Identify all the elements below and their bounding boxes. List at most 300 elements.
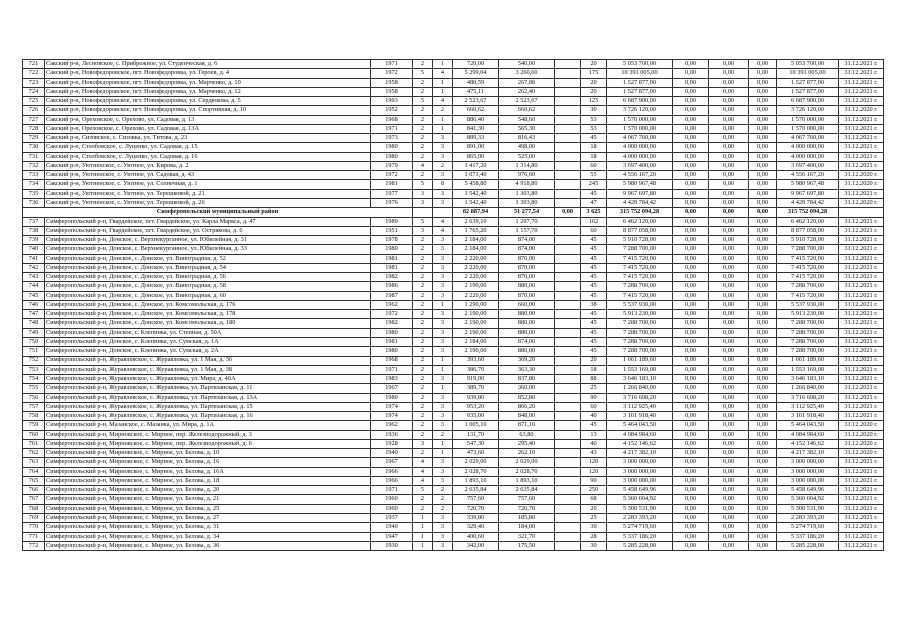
funds-1-cell: 0,00 <box>673 115 709 124</box>
table-row <box>23 291 884 300</box>
entrances-cell: 3 <box>433 514 453 523</box>
living-area-cell: 870,00 <box>499 273 555 282</box>
row-number-cell: 769 <box>23 514 45 523</box>
table-row <box>23 124 884 133</box>
year-built-cell: 1937 <box>371 514 413 523</box>
living-area-cell: 184,00 <box>499 523 555 532</box>
funds-2-cell: 0,00 <box>709 161 749 170</box>
total-area-cell: 939,80 <box>453 393 499 402</box>
nonliving-area-cell <box>555 449 581 458</box>
year-built-cell: 1966 <box>371 467 413 476</box>
row-number-cell: 748 <box>23 319 45 328</box>
total-cost-cell: 4 428 784,42 <box>777 198 839 207</box>
funds-3-cell: 0,00 <box>749 467 777 476</box>
floors-cell: 2 <box>413 310 433 319</box>
funds-2-cell: 0,00 <box>709 421 749 430</box>
living-area-cell: 720,70 <box>499 504 555 513</box>
address-cell: Симферопольский р-н, Донское, с. Донское, ул. Виноградная, д. 56 <box>45 273 371 282</box>
row-number-cell: 758 <box>23 412 45 421</box>
repair-cost-cell: 5 053 700,00 <box>607 60 673 69</box>
deadline-cell: 31.12.2020 г. <box>839 421 884 430</box>
address-cell: Сакский р-н, Уютненское, с. Уютное, ул. Терешковой, д. 21 <box>45 189 371 198</box>
funds-3-cell: 0,00 <box>749 291 777 300</box>
nonliving-area-cell <box>555 282 581 291</box>
year-built-cell: 1979 <box>371 161 413 170</box>
entrances-cell: 1 <box>433 60 453 69</box>
funds-1-cell: 0,00 <box>673 69 709 78</box>
table-row <box>23 87 884 96</box>
funds-3-cell: 0,00 <box>749 78 777 87</box>
total-area-cell: 891,00 <box>453 143 499 152</box>
total-cost-cell: 5 274 719,60 <box>777 523 839 532</box>
nonliving-area-cell <box>555 254 581 263</box>
living-area-cell: 870,00 <box>499 254 555 263</box>
repair-cost-cell: 9 967 697,80 <box>607 189 673 198</box>
total-cost-cell: 5 910 728,00 <box>777 236 839 245</box>
total-cost-cell: 3 000 000,00 <box>777 458 839 467</box>
year-built-cell: 1952 <box>371 106 413 115</box>
deadline-cell: 31.12.2021 г. <box>839 393 884 402</box>
funds-3-cell: 0,00 <box>749 486 777 495</box>
housing-register-table <box>22 59 884 551</box>
funds-1-cell: 0,00 <box>673 143 709 152</box>
funds-2-cell: 0,00 <box>709 347 749 356</box>
total-area-cell: 5 458,80 <box>453 180 499 189</box>
nonliving-area-cell <box>555 439 581 448</box>
deadline-cell: 31.12.2021 г. <box>839 143 884 152</box>
row-number-cell: 729 <box>23 134 45 143</box>
total-cost-cell: 3 000 000,00 <box>777 467 839 476</box>
floors-cell: 2 <box>413 421 433 430</box>
funds-1-cell: 0,00 <box>673 449 709 458</box>
address-cell: Симферопольский р-н, Донское, с. Донское, ул. Комсомольская, д. 178 <box>45 310 371 319</box>
nonliving-area-cell <box>555 134 581 143</box>
funds-1-cell: 0,00 <box>673 208 709 217</box>
row-number-cell: 771 <box>23 532 45 541</box>
repair-cost-cell: 1 661 189,60 <box>607 356 673 365</box>
funds-3-cell: 0,00 <box>749 161 777 170</box>
row-number-cell: 764 <box>23 467 45 476</box>
year-built-cell: 1976 <box>371 198 413 207</box>
nonliving-area-cell <box>555 532 581 541</box>
row-number-cell: 731 <box>23 152 45 161</box>
floors-cell: 2 <box>413 263 433 272</box>
total-area-cell: 1 542,40 <box>453 189 499 198</box>
total-cost-cell: 1 527 877,00 <box>777 78 839 87</box>
year-built-cell: 1967 <box>371 384 413 393</box>
address-cell: Симферопольский р-н, Мирновское, с. Мирное, ул. Белова, д. 10 <box>45 449 371 458</box>
total-cost-cell: 1 527 877,00 <box>777 87 839 96</box>
deadline-cell: 31.12.2021 г. <box>839 134 884 143</box>
entrances-cell: 3 <box>433 273 453 282</box>
funds-1-cell: 0,00 <box>673 263 709 272</box>
row-number-cell: 754 <box>23 375 45 384</box>
funds-1-cell: 0,00 <box>673 402 709 411</box>
total-area-cell: 1 542,40 <box>453 198 499 207</box>
floors-cell: 2 <box>413 365 433 374</box>
nonliving-area-cell <box>555 523 581 532</box>
residents-cell: 43 <box>581 449 607 458</box>
floors-cell: 4 <box>413 476 433 485</box>
row-number-cell: 772 <box>23 541 45 550</box>
entrances-cell: 3 <box>433 393 453 402</box>
floors-cell: 2 <box>413 236 433 245</box>
nonliving-area-cell <box>555 495 581 504</box>
funds-2-cell: 0,00 <box>709 69 749 78</box>
entrances-cell: 3 <box>433 310 453 319</box>
year-built-cell: 1980 <box>371 393 413 402</box>
floors-cell: 2 <box>413 60 433 69</box>
year-built-cell: 1980 <box>371 245 413 254</box>
residents-cell: 45 <box>581 189 607 198</box>
repair-cost-cell: 1 570 000,00 <box>607 124 673 133</box>
funds-3-cell: 0,00 <box>749 532 777 541</box>
entrances-cell: 3 <box>433 467 453 476</box>
nonliving-area-cell <box>555 328 581 337</box>
repair-cost-cell: 2 283 393,20 <box>607 514 673 523</box>
deadline-cell: 31.12.2021 г. <box>839 495 884 504</box>
table-row <box>23 393 884 402</box>
row-number-cell: 762 <box>23 449 45 458</box>
total-area-cell: 2 639,10 <box>453 217 499 226</box>
table-row <box>23 263 884 272</box>
funds-1-cell: 0,00 <box>673 365 709 374</box>
funds-2-cell: 0,00 <box>709 106 749 115</box>
repair-cost-cell: 5 980 967,48 <box>607 180 673 189</box>
funds-2-cell: 0,00 <box>709 541 749 550</box>
entrances-cell: 3 <box>433 328 453 337</box>
repair-cost-cell: 3 697 400,00 <box>607 161 673 170</box>
funds-2-cell: 0,00 <box>709 189 749 198</box>
address-cell: Симферопольский р-н, Мирновское, с. Мирное, ул. Белова, д. 36 <box>45 541 371 550</box>
funds-3-cell: 0,00 <box>749 171 777 180</box>
repair-cost-cell: 10 391 005,00 <box>607 69 673 78</box>
row-number-cell: 745 <box>23 291 45 300</box>
residents-cell: 45 <box>581 273 607 282</box>
row-number-cell: 733 <box>23 171 45 180</box>
residents-cell: 45 <box>581 254 607 263</box>
entrances-cell: 1 <box>433 115 453 124</box>
table-row <box>23 476 884 485</box>
total-area-cell: 720,00 <box>453 60 499 69</box>
living-area-cell: 874,00 <box>499 236 555 245</box>
total-area-cell: 2 184,00 <box>453 245 499 254</box>
nonliving-area-cell <box>555 476 581 485</box>
total-area-cell: 393,60 <box>453 356 499 365</box>
residents-cell: 40 <box>581 412 607 421</box>
table-row <box>23 115 884 124</box>
repair-cost-cell: 4 217 382,10 <box>607 449 673 458</box>
year-built-cell: 1973 <box>371 134 413 143</box>
floors-cell: 4 <box>413 161 433 170</box>
nonliving-area-cell <box>555 69 581 78</box>
total-cost-cell: 5 913 230,00 <box>777 310 839 319</box>
year-built-cell: 1928 <box>371 439 413 448</box>
address-cell: Симферопольский р-н, Мирновское, с. Мирное, ул. Белова, д. 20 <box>45 486 371 495</box>
row-number-cell: 768 <box>23 504 45 513</box>
address-cell: Симферопольский р-н, Журавлевское, с. Журавлевка, ул. Партизанская, д. 13А <box>45 393 371 402</box>
total-area-cell: 1 005,10 <box>453 421 499 430</box>
deadline-cell: 31.12.2021 г. <box>839 523 884 532</box>
address-cell: Симферопольский р-н, Мирновское, с. Мирное, ул. Белова, д. 18 <box>45 476 371 485</box>
row-number-cell: 735 <box>23 189 45 198</box>
funds-3-cell: 0,00 <box>749 263 777 272</box>
residents-cell: 175 <box>581 69 607 78</box>
living-area-cell: 871,10 <box>499 421 555 430</box>
funds-2-cell: 0,00 <box>709 226 749 235</box>
total-area-cell: 2 190,00 <box>453 328 499 337</box>
total-area-cell: 480,59 <box>453 78 499 87</box>
total-area-cell: 5 299,04 <box>453 69 499 78</box>
floors-cell: 2 <box>413 134 433 143</box>
year-built-cell: 1960 <box>371 504 413 513</box>
funds-1-cell: 0,00 <box>673 97 709 106</box>
deadline-cell: 31.12.2021 г. <box>839 97 884 106</box>
living-area-cell: 175,50 <box>499 541 555 550</box>
address-cell: Сакский р-н, Уютненское, с. Уютное, ул. Кирова, д. 2 <box>45 161 371 170</box>
total-cost-cell: 1 661 189,60 <box>777 356 839 365</box>
entrances-cell: 1 <box>433 300 453 309</box>
total-cost-cell: 5 458 649,96 <box>777 486 839 495</box>
table-row <box>23 328 884 337</box>
living-area-cell: 4 918,80 <box>499 180 555 189</box>
year-built-cell: 1962 <box>371 300 413 309</box>
entrances-cell: 1 <box>433 439 453 448</box>
residents-cell: 30 <box>581 523 607 532</box>
address-cell: Сакский р-н, Сизовское, с. Сизовка, ул. Титова, д. 23 <box>45 134 371 143</box>
nonliving-area-cell <box>555 245 581 254</box>
entrances-cell: 1 <box>433 87 453 96</box>
year-built-cell: 1982 <box>371 319 413 328</box>
living-area-cell: 848,00 <box>499 412 555 421</box>
nonliving-area-cell <box>555 467 581 476</box>
entrances-cell: 8 <box>433 180 453 189</box>
living-area-cell: 880,00 <box>499 328 555 337</box>
year-built-cell: 1962 <box>371 421 413 430</box>
funds-1-cell: 0,00 <box>673 236 709 245</box>
nonliving-area-cell <box>555 161 581 170</box>
living-area-cell: 852,80 <box>499 393 555 402</box>
address-cell: Сакский р-н, Лесновское, с. Прибрежное, ул. Студенческая, д. 6 <box>45 60 371 69</box>
funds-2-cell: 0,00 <box>709 319 749 328</box>
address-cell: Симферопольский р-н, Мирновское, с. Мирное, ул. Белова, д. 25 <box>45 504 371 513</box>
nonliving-area-cell <box>555 97 581 106</box>
table-row <box>23 495 884 504</box>
residents-cell: 45 <box>581 319 607 328</box>
row-number-cell: 760 <box>23 430 45 439</box>
row-number-cell: 721 <box>23 60 45 69</box>
table-row <box>23 532 884 541</box>
residents-cell: 20 <box>581 87 607 96</box>
residents-cell: 45 <box>581 337 607 346</box>
year-built-cell: 1968 <box>371 115 413 124</box>
address-cell: Симферопольский р-н, Мирновское, с. Мирное, ул. Белова, д. 27 <box>45 514 371 523</box>
address-cell: Симферопольский р-н, Донское, с. Донское, ул. Комсомольская, д. 180 <box>45 319 371 328</box>
total-cost-cell: 3 000 000,00 <box>777 476 839 485</box>
total-cost-cell: 7 288 700,00 <box>777 347 839 356</box>
address-cell: Симферопольский р-н, Донское, с. Клепинка, ул. Сумская, д. 2А <box>45 347 371 356</box>
address-cell: Симферопольский р-н, Гвардейское, пгт. Гвардейское, ул. Острякова, д. 6 <box>45 226 371 235</box>
table-row <box>23 439 884 448</box>
floors-cell: 2 <box>413 402 433 411</box>
nonliving-area-cell <box>555 365 581 374</box>
deadline-cell: 31.12.2021 г. <box>839 356 884 365</box>
floors-cell: 2 <box>413 291 433 300</box>
year-built-cell: 1980 <box>371 143 413 152</box>
funds-3-cell: 0,00 <box>749 319 777 328</box>
living-area-cell: 837,80 <box>499 375 555 384</box>
funds-3-cell: 0,00 <box>749 300 777 309</box>
address-cell: Сакский р-н, Столбовское, с. Луценко, ул. Садовая, д. 15 <box>45 143 371 152</box>
entrances-cell: 1 <box>433 124 453 133</box>
total-area-cell: 1 417,20 <box>453 161 499 170</box>
year-built-cell: 1981 <box>371 254 413 263</box>
funds-1-cell: 0,00 <box>673 310 709 319</box>
row-number-cell: 770 <box>23 523 45 532</box>
funds-3-cell: 0,00 <box>749 495 777 504</box>
nonliving-area-cell <box>555 115 581 124</box>
funds-3-cell: 0,00 <box>749 310 777 319</box>
funds-3-cell: 0,00 <box>749 523 777 532</box>
floors-cell: 3 <box>413 189 433 198</box>
floors-cell: 2 <box>413 347 433 356</box>
living-area-cell: 870,00 <box>499 263 555 272</box>
funds-1-cell: 0,00 <box>673 523 709 532</box>
residents-cell: 60 <box>581 161 607 170</box>
repair-cost-cell: 7 288 700,00 <box>607 282 673 291</box>
entrances-cell: 1 <box>433 365 453 374</box>
funds-1-cell: 0,00 <box>673 356 709 365</box>
row-number-cell: 741 <box>23 254 45 263</box>
repair-cost-cell: 3 000 000,00 <box>607 476 673 485</box>
funds-3-cell: 0,00 <box>749 458 777 467</box>
living-area-cell: 3 260,60 <box>499 69 555 78</box>
funds-2-cell: 0,00 <box>709 97 749 106</box>
repair-cost-cell: 5 464 043,50 <box>607 421 673 430</box>
funds-3-cell: 0,00 <box>749 421 777 430</box>
funds-1-cell: 0,00 <box>673 439 709 448</box>
living-area-cell: 565,30 <box>499 124 555 133</box>
total-area-cell: 2 028,70 <box>453 467 499 476</box>
row-number-cell: 728 <box>23 124 45 133</box>
nonliving-area-cell <box>555 430 581 439</box>
floors-cell: 1 <box>413 541 433 550</box>
table-row <box>23 180 884 189</box>
living-area-cell: 1 893,10 <box>499 476 555 485</box>
nonliving-area-cell <box>555 180 581 189</box>
floors-cell: 3 <box>413 226 433 235</box>
deadline-cell: 31.12.2021 г. <box>839 69 884 78</box>
row-number-cell: 767 <box>23 495 45 504</box>
living-area-cell: 540,00 <box>499 60 555 69</box>
row-number-cell: 756 <box>23 393 45 402</box>
table-row <box>23 347 884 356</box>
residents-cell: 28 <box>581 532 607 541</box>
total-cost-cell: 6 687 900,00 <box>777 97 839 106</box>
funds-1-cell: 0,00 <box>673 217 709 226</box>
residents-cell: 250 <box>581 486 607 495</box>
floors-cell: 2 <box>413 124 433 133</box>
funds-2-cell: 0,00 <box>709 245 749 254</box>
funds-1-cell: 0,00 <box>673 430 709 439</box>
total-cost-cell: 7 288 700,00 <box>777 319 839 328</box>
funds-1-cell: 0,00 <box>673 495 709 504</box>
funds-3-cell: 0,00 <box>749 236 777 245</box>
total-cost-cell: 10 391 005,00 <box>777 69 839 78</box>
residents-cell: 40 <box>581 439 607 448</box>
funds-1-cell: 0,00 <box>673 282 709 291</box>
funds-3-cell: 0,00 <box>749 69 777 78</box>
total-area-cell: 2 184,00 <box>453 236 499 245</box>
table-row <box>23 523 884 532</box>
funds-2-cell: 0,00 <box>709 514 749 523</box>
row-number-cell: 749 <box>23 328 45 337</box>
table-row <box>23 504 884 513</box>
total-cost-cell: 315 752 094,28 <box>777 208 839 217</box>
funds-1-cell: 0,00 <box>673 504 709 513</box>
repair-cost-cell: 315 752 094,28 <box>607 208 673 217</box>
funds-3-cell: 0,00 <box>749 393 777 402</box>
nonliving-area-cell <box>555 458 581 467</box>
funds-1-cell: 0,00 <box>673 106 709 115</box>
total-area-cell: 2 184,00 <box>453 337 499 346</box>
entrances-cell: 3 <box>433 245 453 254</box>
deadline-cell: 31.12.2021 г. <box>839 541 884 550</box>
section-name: Симферопольский муниципальный район <box>23 208 413 217</box>
deadline-cell: 31.12.2020 г. <box>839 198 884 207</box>
repair-cost-cell: 1 553 169,00 <box>607 365 673 374</box>
deadline-cell: 31.12.2021 г. <box>839 263 884 272</box>
living-area-cell: 498,00 <box>499 143 555 152</box>
nonliving-area-cell <box>555 347 581 356</box>
total-area-cell: 389,70 <box>453 384 499 393</box>
funds-3-cell: 0,00 <box>749 60 777 69</box>
residents-cell: 102 <box>581 217 607 226</box>
year-built-cell: 1930 <box>371 541 413 550</box>
funds-2-cell: 0,00 <box>709 87 749 96</box>
table-row <box>23 384 884 393</box>
residents-cell: 125 <box>581 97 607 106</box>
section-total-row <box>23 208 884 217</box>
repair-cost-cell: 7 415 720,00 <box>607 263 673 272</box>
funds-2-cell: 0,00 <box>709 402 749 411</box>
floors-cell: 2 <box>413 430 433 439</box>
funds-2-cell: 0,00 <box>709 504 749 513</box>
total-area-cell: 473,60 <box>453 449 499 458</box>
funds-3-cell: 0,00 <box>749 402 777 411</box>
entrances-cell: 3 <box>433 198 453 207</box>
row-number-cell: 740 <box>23 245 45 254</box>
funds-3-cell: 0,00 <box>749 217 777 226</box>
floors-cell: 2 <box>413 245 433 254</box>
residents-cell: 45 <box>581 310 607 319</box>
funds-2-cell: 0,00 <box>709 486 749 495</box>
entrances-cell: 3 <box>433 254 453 263</box>
table-row <box>23 356 884 365</box>
table-row <box>23 69 884 78</box>
nonliving-area-cell <box>555 514 581 523</box>
floors-cell: 1 <box>413 523 433 532</box>
funds-1-cell: 0,00 <box>673 486 709 495</box>
nonliving-area-cell <box>555 504 581 513</box>
nonliving-area-cell <box>555 291 581 300</box>
entrances-cell: 3 <box>433 402 453 411</box>
entrances-cell: 4 <box>433 217 453 226</box>
living-area-cell: 267,88 <box>499 78 555 87</box>
year-built-cell: 1980 <box>371 347 413 356</box>
total-area-cell: 1 893,10 <box>453 476 499 485</box>
row-number-cell: 753 <box>23 365 45 374</box>
